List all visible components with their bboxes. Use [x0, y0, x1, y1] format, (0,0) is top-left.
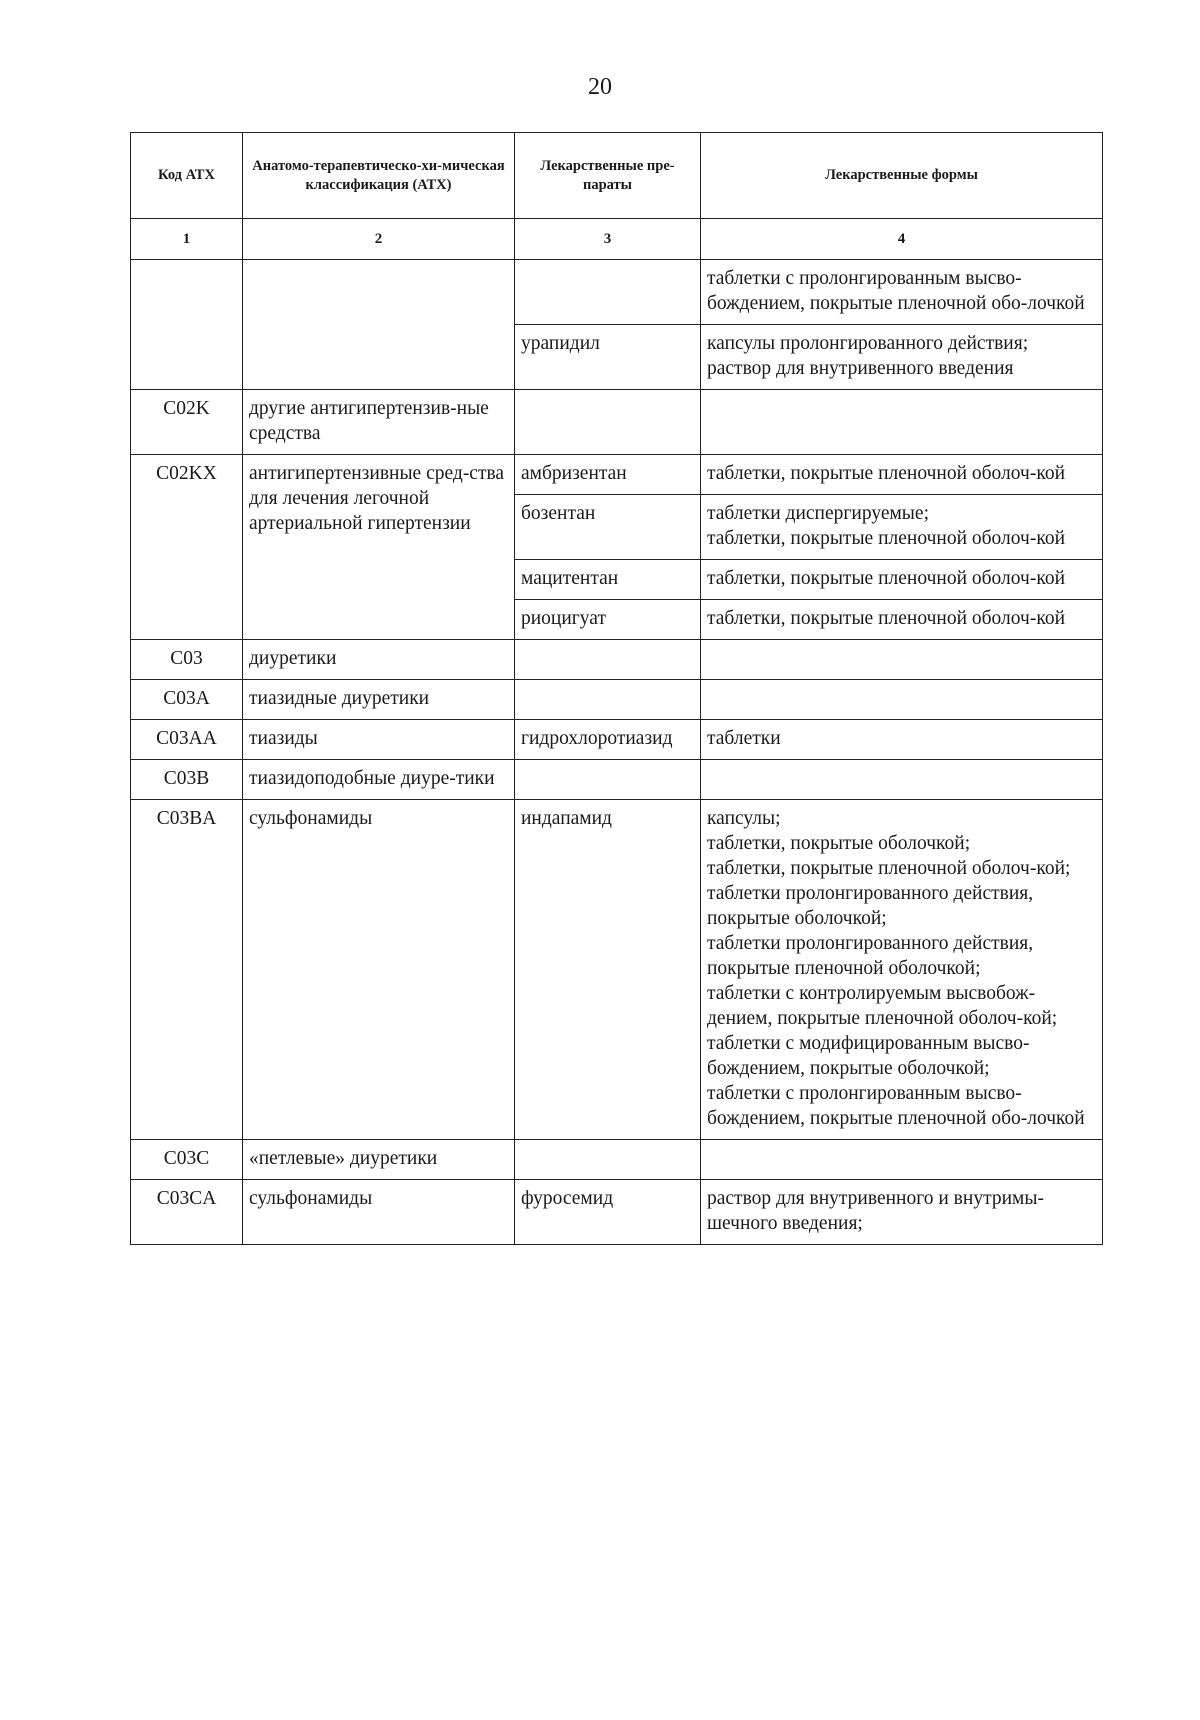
dosage-form-item: таблетки с пролонгированным высво-бождением, покрытые пленочной обо-лочкой: [707, 268, 1085, 314]
dosage-forms-cell: [701, 455, 1103, 495]
atc-code-cell: C03AA: [131, 720, 243, 760]
drug-name-cell: урапидил: [515, 325, 701, 390]
classification-cell: [243, 260, 515, 390]
dosage-form-item: капсулы пролонгированного действия;: [707, 333, 1029, 354]
table-row: [131, 760, 1103, 800]
dosage-form-item: таблетки, покрытые пленочной оболоч-кой: [707, 463, 1065, 484]
header-dosage-forms: Лекарственные формы: [701, 133, 1103, 219]
header-drugs: Лекарственные пре-параты: [515, 133, 701, 219]
dosage-forms-cell: [701, 325, 1103, 390]
drug-name-cell: амбризентан: [515, 455, 701, 495]
dosage-form-item: раствор для внутривенного и внутримы-шечного введения;: [707, 1188, 1044, 1234]
atc-code-cell: C03A: [131, 680, 243, 720]
dosage-form-item: таблетки диспергируемые;: [707, 503, 929, 524]
dosage-forms-cell: [701, 495, 1103, 560]
drug-name-cell: индапамид: [515, 800, 701, 1140]
dosage-form-item: капсулы;: [707, 808, 781, 829]
dosage-form-item: таблетки, покрытые пленочной оболоч-кой: [707, 608, 1065, 629]
classification-cell: другие антигипертензив-ные средства: [243, 390, 515, 455]
table-row: [131, 455, 1103, 495]
atc-code-cell: C03BA: [131, 800, 243, 1140]
dosage-forms-cell: [701, 1180, 1103, 1245]
atc-code-cell: C02K: [131, 390, 243, 455]
drug-name-cell: мацитентан: [515, 560, 701, 600]
classification-cell: антигипертензивные сред-ства для лечения легочной артериальной гипертензии: [243, 455, 515, 640]
table-row: [131, 640, 1103, 680]
dosage-form-item: таблетки, покрытые пленочной оболоч-кой: [707, 528, 1065, 549]
drug-name-cell: гидрохлоротиазид: [515, 720, 701, 760]
table-row: [131, 390, 1103, 455]
header-classification: Анатомо-терапевтическо-хи-мическая классификация (АТХ): [243, 133, 515, 219]
drug-name-cell: фуросемид: [515, 1180, 701, 1245]
atc-code-cell: C02KX: [131, 455, 243, 640]
dosage-form-item: раствор для внутривенного введения: [707, 358, 1014, 379]
atc-code-cell: C03: [131, 640, 243, 680]
column-number: 1: [131, 219, 243, 260]
dosage-form-item: таблетки, покрытые пленочной оболоч-кой;: [707, 858, 1071, 879]
page-number: 20: [588, 74, 612, 100]
column-number: 3: [515, 219, 701, 260]
drug-name-cell: [515, 390, 701, 455]
dosage-form-item: таблетки пролонгированного действия, покрытые пленочной оболочкой;: [707, 933, 1034, 979]
dosage-forms-cell: [701, 560, 1103, 600]
classification-cell: сульфонамиды: [243, 1180, 515, 1245]
atc-code-cell: C03CA: [131, 1180, 243, 1245]
drug-name-cell: [515, 760, 701, 800]
drug-name-cell: [515, 640, 701, 680]
classification-cell: тиазидные диуретики: [243, 680, 515, 720]
atc-code-cell: [131, 260, 243, 390]
table-row: [131, 800, 1103, 1140]
header-row: [131, 133, 1103, 219]
dosage-form-item: таблетки, покрытые оболочкой;: [707, 833, 971, 854]
dosage-form-item: таблетки пролонгированного действия, покрытые оболочкой;: [707, 883, 1034, 929]
drug-name-cell: [515, 260, 701, 325]
classification-cell: сульфонамиды: [243, 800, 515, 1140]
drug-name-cell: риоцигуат: [515, 600, 701, 640]
atc-code-cell: C03B: [131, 760, 243, 800]
dosage-form-item: таблетки с пролонгированным высво-бождением, покрытые пленочной обо-лочкой: [707, 1083, 1085, 1129]
dosage-form-item: таблетки с модифицированным высво-бождением, покрытые оболочкой;: [707, 1033, 1030, 1079]
dosage-forms-cell: [701, 680, 1103, 720]
table-row: [131, 720, 1103, 760]
dosage-forms-cell: [701, 640, 1103, 680]
classification-cell: тиазидоподобные диуре-тики: [243, 760, 515, 800]
column-number: 2: [243, 219, 515, 260]
dosage-form-item: таблетки с контролируемым высвобож-дением, покрытые пленочной оболоч-кой;: [707, 983, 1058, 1029]
column-number-row: [131, 219, 1103, 260]
classification-cell: тиазиды: [243, 720, 515, 760]
classification-cell: «петлевые» диуретики: [243, 1140, 515, 1180]
dosage-forms-cell: [701, 800, 1103, 1140]
table-row: [131, 680, 1103, 720]
classification-cell: диуретики: [243, 640, 515, 680]
dosage-forms-cell: [701, 260, 1103, 325]
table-row: [131, 1180, 1103, 1245]
table-row: [131, 1140, 1103, 1180]
dosage-forms-cell: [701, 600, 1103, 640]
atc-code-cell: C03C: [131, 1140, 243, 1180]
atc-classification-table: [130, 132, 1103, 1245]
dosage-forms-cell: [701, 760, 1103, 800]
drug-name-cell: [515, 1140, 701, 1180]
table-body: [131, 260, 1103, 1245]
column-number: 4: [701, 219, 1103, 260]
drug-name-cell: бозентан: [515, 495, 701, 560]
dosage-forms-cell: [701, 720, 1103, 760]
dosage-forms-cell: [701, 390, 1103, 455]
drug-name-cell: [515, 680, 701, 720]
table-row: [131, 260, 1103, 325]
dosage-form-item: таблетки: [707, 728, 781, 749]
dosage-forms-cell: [701, 1140, 1103, 1180]
dosage-form-item: таблетки, покрытые пленочной оболоч-кой: [707, 568, 1065, 589]
header-atc-code: Код АТХ: [131, 133, 243, 219]
